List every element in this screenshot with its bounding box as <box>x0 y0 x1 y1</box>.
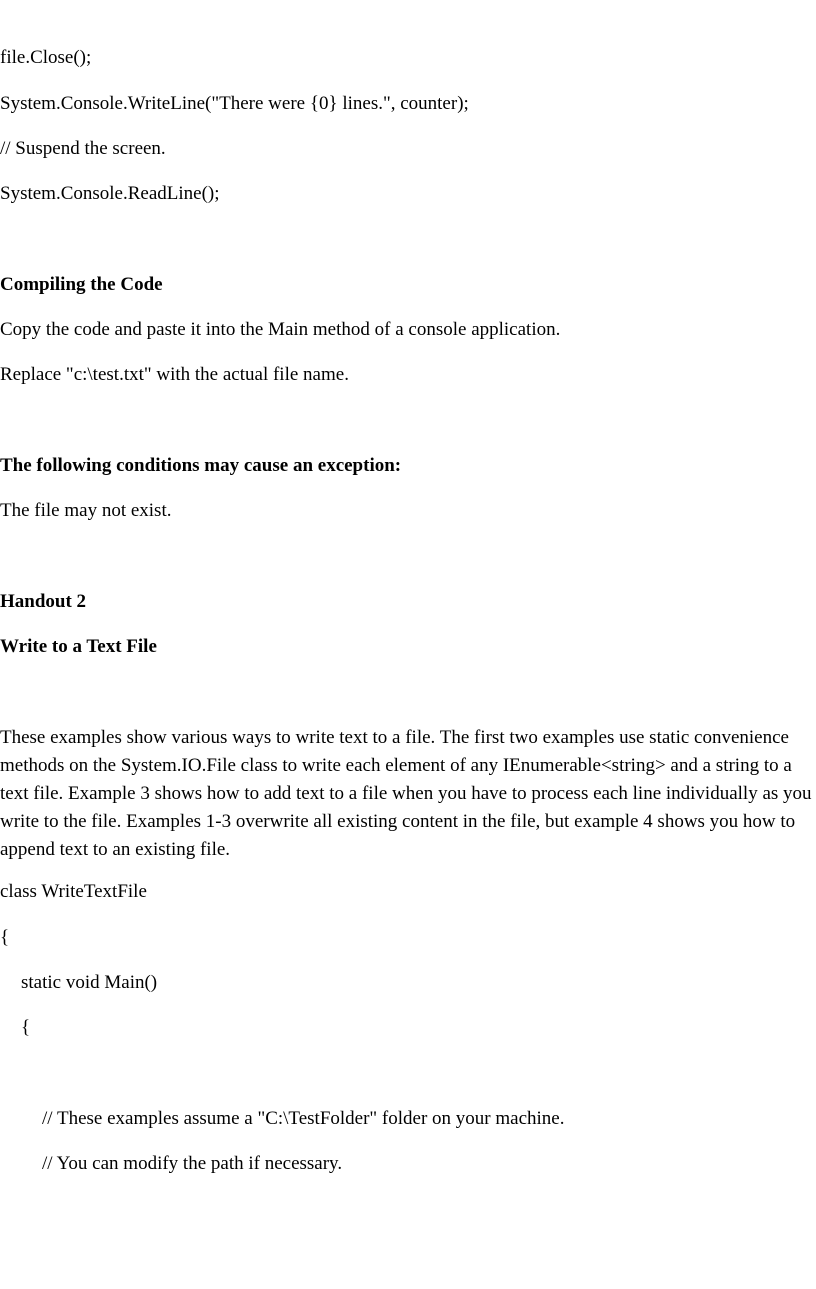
code-comment-modify: // You can modify the path if necessary. <box>42 1153 343 1174</box>
compiling-step-1: Copy the code and paste it into the Main method of a console application. <box>0 319 561 340</box>
compiling-heading: Compiling the Code <box>0 274 163 295</box>
section-title: Write to a Text File <box>0 636 157 657</box>
intro-paragraph: These examples show various ways to write text to a file. The first two examples use static convenience methods on the System.IO.File class to write each element of any IEnumerable<string> and a string to a text file. Example 3 shows how to add text to a file when you have to process each line individually as you write to the file. Examples 1-3 overwrite all existing content in the file, but example 4 shows you how to append text to an existing file. <box>0 727 812 860</box>
exceptions-heading: The following conditions may cause an exception: <box>0 455 402 476</box>
code-line-file-close: file.Close(); <box>0 47 92 68</box>
code-main-method: static void Main() <box>21 972 158 993</box>
code-comment-assume: // These examples assume a "C:\TestFolder" folder on your machine. <box>42 1108 565 1129</box>
code-line-writeline: System.Console.WriteLine("There were {0} lines.", counter); <box>0 93 469 114</box>
exception-item: The file may not exist. <box>0 500 172 521</box>
compiling-step-2: Replace "c:\test.txt" with the actual file name. <box>0 364 349 385</box>
code-line-readline: System.Console.ReadLine(); <box>0 183 220 204</box>
code-open-brace: { <box>0 927 10 948</box>
handout-title: Handout 2 <box>0 591 87 612</box>
code-method-open-brace: { <box>21 1017 31 1038</box>
code-comment-suspend: // Suspend the screen. <box>0 138 166 159</box>
code-class-declaration: class WriteTextFile <box>0 881 147 902</box>
